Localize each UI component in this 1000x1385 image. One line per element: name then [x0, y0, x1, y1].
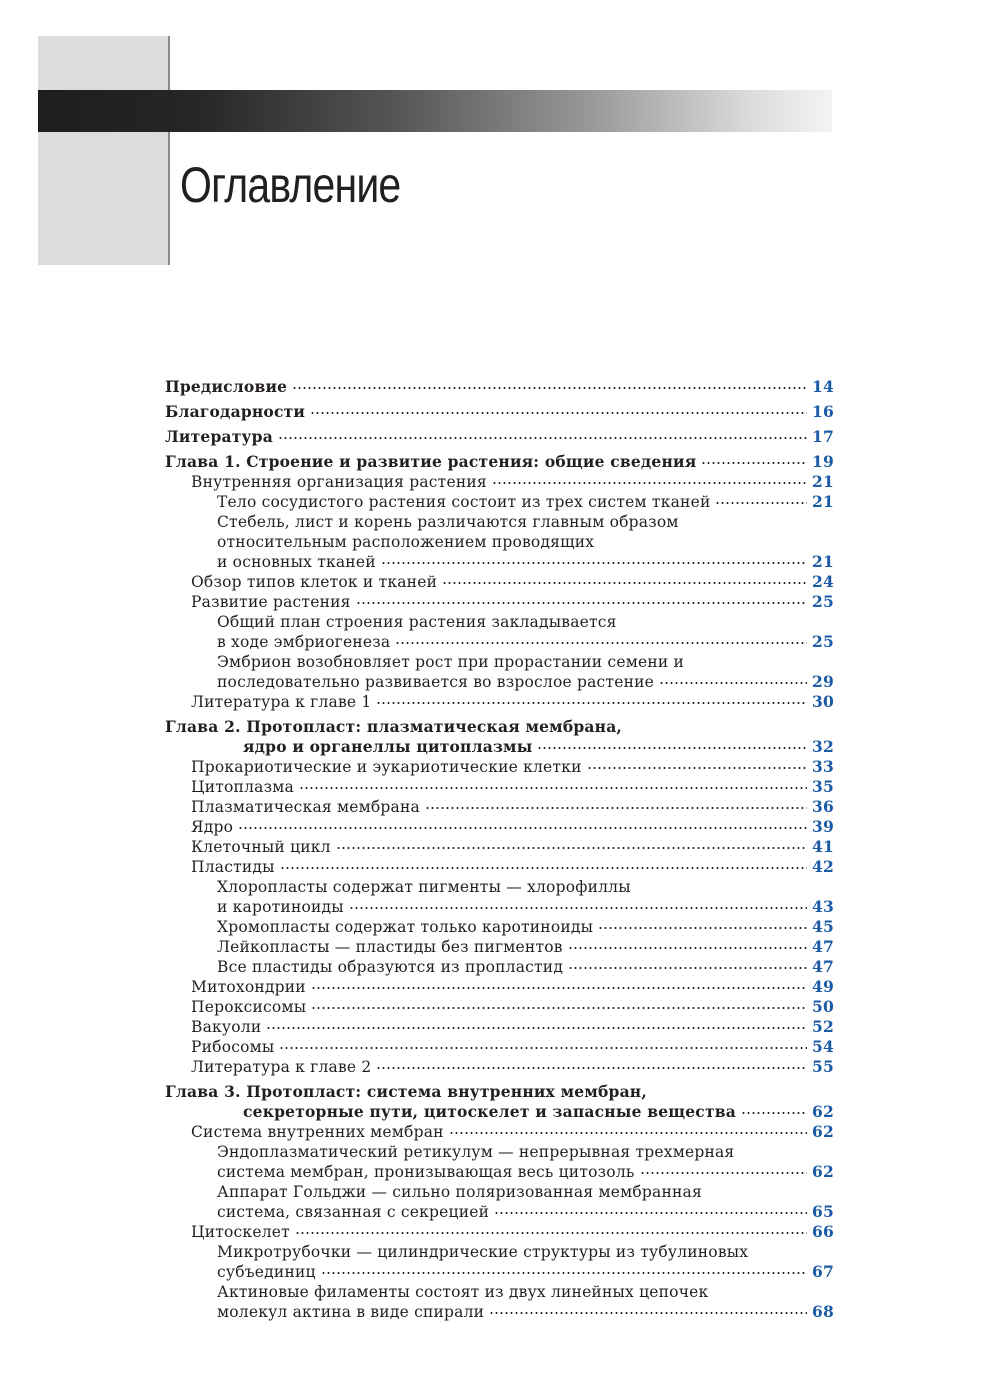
toc-entry-text: Вакуоли — [191, 1018, 262, 1036]
toc-page-number[interactable]: 36 — [812, 797, 834, 816]
toc-section-entry[interactable] — [165, 1222, 834, 1242]
toc-entry-line — [191, 797, 834, 817]
toc-entry-text: Литература к главе 2 — [191, 1058, 372, 1076]
dot-leader — [238, 827, 807, 829]
toc-entry-text: Хлоропласты содержат пигменты — хлорофиллы — [217, 878, 631, 896]
toc-entry-text: Хромопласты содержат только каротиноиды — [217, 918, 594, 936]
toc-section-entry[interactable] — [165, 692, 834, 712]
toc-page-number[interactable]: 24 — [812, 572, 834, 591]
toc-entry-line — [191, 1017, 834, 1037]
toc-subsection-entry[interactable] — [165, 512, 834, 572]
toc-entry-text: Клеточный цикл — [191, 838, 331, 856]
toc-entry-text: Микротрубочки — цилиндрические структуры из тубулиновых — [217, 1243, 749, 1261]
toc-subsection-entry[interactable] — [165, 1282, 834, 1322]
toc-entry-text: Цитоскелет — [191, 1223, 290, 1241]
header-gray-block — [38, 36, 168, 265]
toc-page-number[interactable]: 50 — [812, 997, 834, 1016]
toc-subsection-entry[interactable] — [165, 937, 834, 957]
toc-entry-line — [191, 1037, 834, 1057]
toc-entry-line — [165, 1102, 834, 1122]
toc-section-entry[interactable] — [165, 857, 834, 877]
toc-entry-line — [165, 402, 834, 422]
dot-leader — [494, 1212, 807, 1214]
dot-leader — [336, 847, 807, 849]
toc-subsection-entry[interactable] — [165, 917, 834, 937]
toc-section-entry[interactable] — [165, 797, 834, 817]
toc-page-number[interactable]: 45 — [812, 917, 834, 936]
toc-entry-line — [191, 1057, 834, 1077]
toc-entry-line — [165, 427, 834, 447]
toc-entry-text: Цитоплазма — [191, 778, 294, 796]
toc-entry-text: Прокариотические и эукариотические клетки — [191, 758, 582, 776]
toc-entry-line — [217, 937, 834, 957]
toc-page-number[interactable]: 55 — [812, 1057, 834, 1076]
header-vertical-rule — [168, 36, 170, 265]
toc-entry-line — [217, 672, 834, 692]
dot-leader — [587, 767, 807, 769]
toc-entry-line — [217, 632, 834, 652]
toc-page-number[interactable]: 35 — [812, 777, 834, 796]
toc-page-number[interactable]: 49 — [812, 977, 834, 996]
dot-leader — [381, 562, 807, 564]
toc-page-number[interactable]: 19 — [812, 452, 834, 471]
toc-page-number[interactable]: 25 — [812, 592, 834, 611]
toc-subsection-entry[interactable] — [165, 1242, 834, 1282]
dot-leader — [659, 682, 807, 684]
toc-entry-line — [165, 737, 834, 757]
toc-entry-text: Внутренняя организация растения — [191, 473, 487, 491]
toc-page-number[interactable]: 21 — [812, 492, 834, 511]
toc-subsection-entry[interactable] — [165, 1182, 834, 1222]
toc-entry-text: Глава 2. Протопласт: плазматическая мембрана, — [165, 717, 623, 736]
toc-entry-text: Глава 3. Протопласт: система внутренних мембран, — [165, 1082, 647, 1101]
toc-page-number[interactable]: 14 — [812, 377, 834, 396]
toc-subsection-entry[interactable] — [165, 1142, 834, 1182]
toc-entry-line — [191, 1222, 834, 1242]
dot-leader — [280, 867, 807, 869]
toc-entry-line — [217, 917, 834, 937]
toc-entry-text: система мембран, пронизывающая весь цитозоль — [217, 1163, 635, 1181]
toc-entry-line — [191, 472, 834, 492]
toc-section-entry[interactable] — [165, 1057, 834, 1077]
toc-entry-text: Литература к главе 1 — [191, 693, 372, 711]
toc-entry-line — [217, 957, 834, 977]
toc-entry-text: Рибосомы — [191, 1038, 275, 1056]
toc-entry-text: Тело сосудистого растения состоит из трех систем тканей — [217, 493, 711, 511]
dot-leader — [311, 1007, 807, 1009]
dot-leader — [292, 387, 807, 389]
dot-leader — [425, 807, 807, 809]
toc-subsection-entry[interactable] — [165, 612, 834, 652]
dot-leader — [442, 582, 807, 584]
toc-subsection-entry[interactable] — [165, 877, 834, 917]
toc-entry-text: Актиновые филаменты состоят из двух линейных цепочек — [217, 1283, 709, 1301]
toc-page-number[interactable]: 67 — [812, 1262, 834, 1281]
toc-page-number[interactable]: 42 — [812, 857, 834, 876]
toc-entry-text: секреторные пути, цитоскелет и запасные вещества — [243, 1102, 736, 1121]
toc-entry-text: Все пластиды образуются из пропластид — [217, 958, 564, 976]
dot-leader — [356, 602, 807, 604]
dot-leader — [715, 502, 807, 504]
toc-page-number[interactable]: 62 — [812, 1122, 834, 1141]
dot-leader — [741, 1112, 807, 1114]
dot-leader — [299, 787, 807, 789]
toc-entry-line — [165, 452, 834, 472]
toc-entry-line — [191, 857, 834, 877]
toc-entry-text: Литература — [165, 427, 273, 446]
dot-leader — [376, 1067, 807, 1069]
toc-chapter-entry[interactable] — [165, 427, 834, 447]
toc-page-number[interactable]: 47 — [812, 957, 834, 976]
toc-entry-text: ядро и органеллы цитоплазмы — [243, 737, 533, 756]
toc-entry-text: относительным расположением проводящих — [217, 533, 595, 551]
toc-page-number[interactable]: 66 — [812, 1222, 834, 1241]
toc-page-number[interactable]: 47 — [812, 937, 834, 956]
toc-subsection-entry[interactable] — [165, 652, 834, 692]
toc-section-entry[interactable] — [165, 817, 834, 837]
toc-entry-text: Аппарат Гольджи — сильно поляризованная мембранная — [217, 1183, 702, 1201]
toc-page-number[interactable]: 30 — [812, 692, 834, 711]
page-title: Оглавление — [180, 157, 401, 213]
toc-entry-text: Ядро — [191, 818, 234, 836]
toc-entry-text: Обзор типов клеток и тканей — [191, 573, 438, 591]
toc-entry-text: Эндоплазматический ретикулум — непрерывная трехмерная — [217, 1143, 735, 1161]
toc-section-entry[interactable] — [165, 757, 834, 777]
toc-page-number[interactable]: 65 — [812, 1202, 834, 1221]
toc-entry-line — [191, 572, 834, 592]
dot-leader — [295, 1232, 807, 1234]
toc-entry-text: Глава 1. Строение и развитие растения: общие сведения — [165, 452, 697, 471]
toc-page-number[interactable]: 16 — [812, 402, 834, 421]
toc-entry-text: Общий план строения растения закладывается — [217, 613, 617, 631]
toc-entry-line — [191, 977, 834, 997]
toc-page-number[interactable]: 29 — [812, 672, 834, 691]
header-gradient-band — [38, 90, 832, 132]
toc-entry-text: Система внутренних мембран — [191, 1123, 444, 1141]
table-of-contents — [165, 372, 834, 1322]
toc-page-number[interactable]: 43 — [812, 897, 834, 916]
toc-entry-line — [191, 997, 834, 1017]
toc-chapter-entry[interactable] — [165, 402, 834, 422]
dot-leader — [568, 947, 807, 949]
dot-leader — [568, 967, 807, 969]
toc-subsection-entry[interactable] — [165, 492, 834, 512]
toc-entry-line — [217, 1302, 834, 1322]
toc-page-number[interactable]: 52 — [812, 1017, 834, 1036]
toc-section-entry[interactable] — [165, 592, 834, 612]
toc-page-number[interactable]: 62 — [812, 1162, 834, 1181]
toc-entry-text: молекул актина в виде спирали — [217, 1303, 485, 1321]
toc-entry-line — [191, 837, 834, 857]
toc-section-entry[interactable] — [165, 1037, 834, 1057]
toc-page-number[interactable]: 41 — [812, 837, 834, 856]
toc-page-number[interactable]: 33 — [812, 757, 834, 776]
toc-entry-text: Пластиды — [191, 858, 275, 876]
toc-entry-text: в ходе эмбриогенеза — [217, 633, 391, 651]
toc-page-number[interactable]: 25 — [812, 632, 834, 651]
toc-entry-line — [217, 1162, 834, 1182]
toc-section-entry[interactable] — [165, 472, 834, 492]
dot-leader — [310, 412, 807, 414]
dot-leader — [349, 907, 807, 909]
toc-entry-line — [217, 897, 834, 917]
toc-entry-text: и основных тканей — [217, 553, 376, 571]
dot-leader — [321, 1272, 807, 1274]
toc-entry-line — [217, 552, 834, 572]
toc-page-number[interactable]: 62 — [812, 1102, 834, 1121]
toc-entry-line — [191, 757, 834, 777]
toc-section-entry[interactable] — [165, 1122, 834, 1142]
toc-entry-text: и каротиноиды — [217, 898, 344, 916]
dot-leader — [701, 462, 807, 464]
toc-chapter-entry[interactable] — [165, 1082, 834, 1122]
toc-entry-text: Митохондрии — [191, 978, 306, 996]
dot-leader — [640, 1172, 808, 1174]
toc-page-number[interactable]: 21 — [812, 472, 834, 491]
toc-page-number[interactable]: 54 — [812, 1037, 834, 1056]
toc-section-entry[interactable] — [165, 777, 834, 797]
dot-leader — [489, 1312, 807, 1314]
toc-chapter-entry[interactable] — [165, 377, 834, 397]
toc-entry-line — [191, 1122, 834, 1142]
toc-entry-text: Лейкопласты — пластиды без пигментов — [217, 938, 563, 956]
toc-entry-text: субъединиц — [217, 1263, 316, 1281]
dot-leader — [278, 437, 807, 439]
toc-entry-line — [165, 377, 834, 397]
toc-entry-line — [191, 692, 834, 712]
dot-leader — [598, 927, 807, 929]
toc-entry-text: Пероксисомы — [191, 998, 307, 1016]
toc-section-entry[interactable] — [165, 572, 834, 592]
toc-entry-line — [217, 1262, 834, 1282]
dot-leader — [492, 482, 807, 484]
toc-section-entry[interactable] — [165, 1017, 834, 1037]
toc-section-entry[interactable] — [165, 837, 834, 857]
dot-leader — [537, 747, 807, 749]
dot-leader — [449, 1132, 807, 1134]
toc-chapter-entry[interactable] — [165, 452, 834, 472]
dot-leader — [266, 1027, 807, 1029]
toc-entry-text: Предисловие — [165, 377, 288, 396]
toc-entry-text: Благодарности — [165, 402, 306, 421]
toc-entry-text: Плазматическая мембрана — [191, 798, 420, 816]
dot-leader — [395, 642, 807, 644]
toc-page-number[interactable]: 32 — [812, 737, 834, 756]
toc-entry-text: Эмбрион возобновляет рост при прорастании семени и — [217, 653, 685, 671]
toc-page-number[interactable]: 17 — [812, 427, 834, 446]
toc-page-number[interactable]: 68 — [812, 1302, 834, 1321]
toc-entry-text: Развитие растения — [191, 593, 351, 611]
toc-entry-line — [217, 1202, 834, 1222]
toc-entry-line — [191, 817, 834, 837]
dot-leader — [311, 987, 807, 989]
toc-page-number[interactable]: 39 — [812, 817, 834, 836]
dot-leader — [376, 702, 807, 704]
toc-entry-text: система, связанная с секрецией — [217, 1203, 490, 1221]
toc-entry-line — [191, 777, 834, 797]
toc-section-entry[interactable] — [165, 997, 834, 1017]
toc-entry-text: Стебель, лист и корень различаются главным образом — [217, 513, 679, 531]
dot-leader — [279, 1047, 807, 1049]
toc-entry-line — [191, 592, 834, 612]
toc-entry-line — [217, 492, 834, 512]
toc-chapter-entry[interactable] — [165, 717, 834, 757]
toc-page-number[interactable]: 21 — [812, 552, 834, 571]
toc-entry-text: последовательно развивается во взрослое растение — [217, 673, 655, 691]
toc-section-entry[interactable] — [165, 977, 834, 997]
toc-subsection-entry[interactable] — [165, 957, 834, 977]
